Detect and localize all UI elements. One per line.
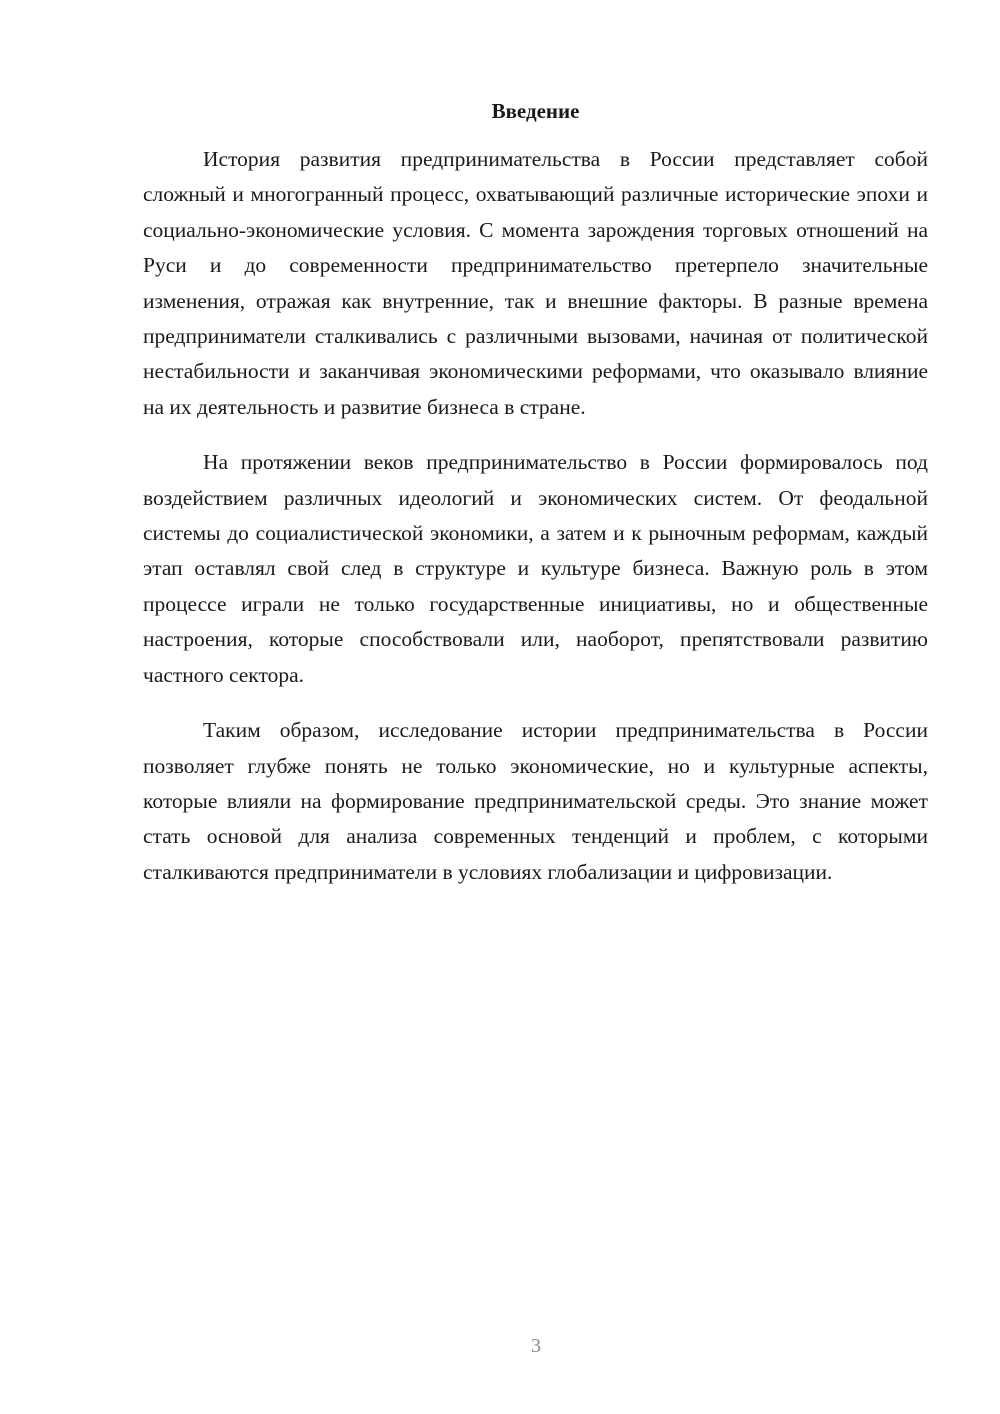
page-title: Введение	[491, 99, 580, 123]
body-text	[143, 142, 928, 910]
page-number: 3	[531, 1335, 541, 1357]
paragraph: Таким образом, исследование истории предпринимательства в России позволяет глубже понять не только экономические, но и культурные аспекты, которые влияли на формирование предпринимательской среды. Это знание может стать основой для анализа современных тенденций и проблем, с которыми сталкиваются предприниматели в условиях глобализации и цифровизации.	[143, 718, 928, 884]
paragraph: На протяжении веков предпринимательство в России формировалось под воздействием различных идеологий и экономических систем. От феодальной системы до социалистической экономики, а затем и к рыночным реформам, каждый этап оставлял свой след в структуре и культуре бизнеса. Важную роль в этом процессе играли не только государственные инициативы, но и общественные настроения, которые способствовали или, наоборот, препятствовали развитию частного сектора.	[143, 450, 928, 687]
paragraph: История развития предпринимательства в России представляет собой сложный и многогранный процесс, охватывающий различные исторические эпохи и социально-экономические условия. С момента зарождения торговых отношений на Руси и до современности предпринимательство претерпело значительные изменения, отражая как внутренние, так и внешние факторы. В разные времена предприниматели сталкивались с различными вызовами, начиная от политической нестабильности и заканчивая экономическими реформами, что оказывало влияние на их деятельность и развитие бизнеса в стране.	[143, 147, 928, 419]
